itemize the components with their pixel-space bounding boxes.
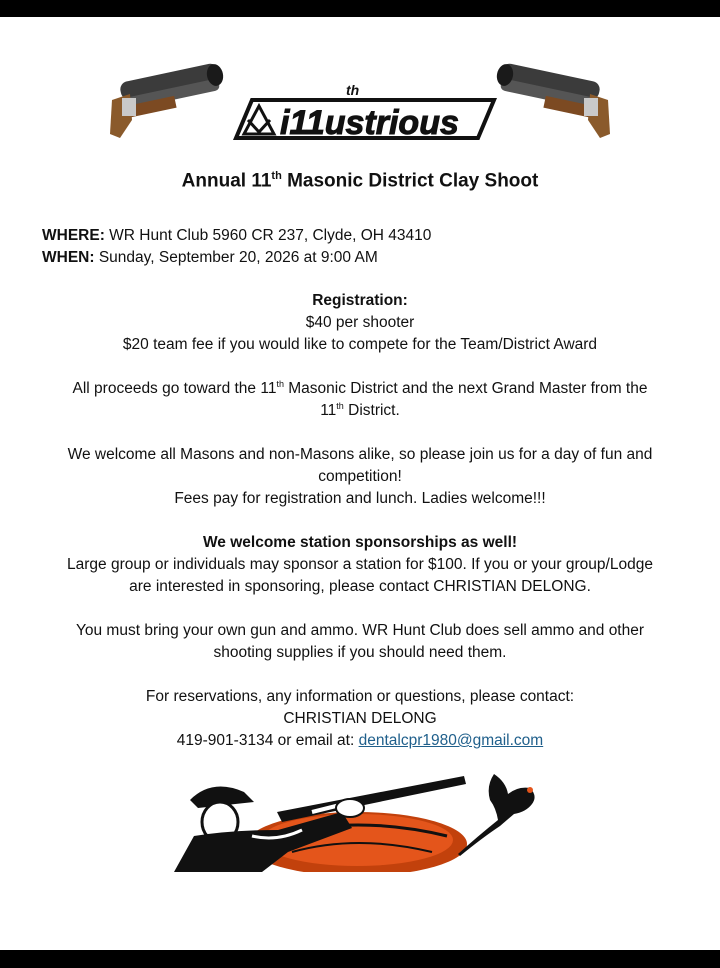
where-value: WR Hunt Club 5960 CR 237, Clyde, OH 43410: [104, 227, 432, 244]
top-black-bar: [0, 0, 720, 17]
header-banner: [102, 58, 618, 156]
page-title: Annual 11th Masonic District Clay Shoot: [181, 170, 539, 192]
when-value: Sunday, September 20, 2026 at 9:00 AM: [94, 249, 378, 266]
sponsorship-line-2: are interested in sponsoring, please contact CHRISTIAN DELONG.: [129, 578, 591, 595]
proceeds-section: [0, 378, 720, 422]
contact-phone: 419-901-3134 or email at:: [176, 732, 359, 749]
registration-fee-team: $20 team fee if you would like to compete for the Team/District Award: [122, 336, 598, 353]
proceeds-line-1: All proceeds go toward the 11th Masonic District and the next Grand Master from the: [72, 378, 648, 397]
sponsorship-heading: We welcome station sponsorships as well!: [202, 534, 518, 551]
bottom-black-bar: [0, 950, 720, 968]
gear-line-1: You must bring your own gun and ammo. WR Hunt Club does sell ammo and other: [75, 622, 645, 639]
pheasant-icon: [458, 774, 535, 856]
bottom-illustration: [102, 772, 618, 872]
registration-heading: Registration:: [312, 292, 408, 309]
registration-fee-shooter: $40 per shooter: [305, 314, 415, 331]
proceeds-line-2: 11th District.: [320, 400, 400, 419]
svg-text:i11ustrious: i11ustrious: [280, 104, 459, 142]
contact-email-link[interactable]: dentalcpr1980@gmail.com: [358, 732, 544, 749]
sponsorship-section: [0, 532, 720, 598]
sponsorship-line-1: Large group or individuals may sponsor a station for $100. If you or your group/Lodge: [67, 556, 653, 573]
welcome-line-3: Fees pay for registration and lunch. Ladies welcome!!!: [174, 490, 546, 507]
contact-line-3: [0, 730, 720, 752]
welcome-line-2: competition!: [318, 468, 402, 485]
when-line: [42, 249, 378, 267]
contact-name: CHRISTIAN DELONG: [283, 710, 437, 727]
where-label: WHERE:: [42, 227, 105, 244]
welcome-line-1: We welcome all Masons and non-Masons alike, so please join us for a day of fun and: [67, 446, 653, 463]
gear-line-2: shooting supplies if you should need them.: [213, 644, 507, 661]
when-label: WHEN:: [42, 249, 95, 266]
gear-section: [0, 620, 720, 664]
shotgun-left-icon: [110, 62, 225, 138]
illustrious-logo: [236, 82, 494, 142]
registration-section: [0, 290, 720, 356]
shotgun-right-icon: [495, 62, 610, 138]
contact-section: [0, 686, 720, 752]
welcome-section: [0, 444, 720, 510]
svg-text:th: th: [346, 82, 360, 98]
contact-line-1: For reservations, any information or questions, please contact:: [145, 688, 575, 705]
where-line: [42, 227, 431, 245]
